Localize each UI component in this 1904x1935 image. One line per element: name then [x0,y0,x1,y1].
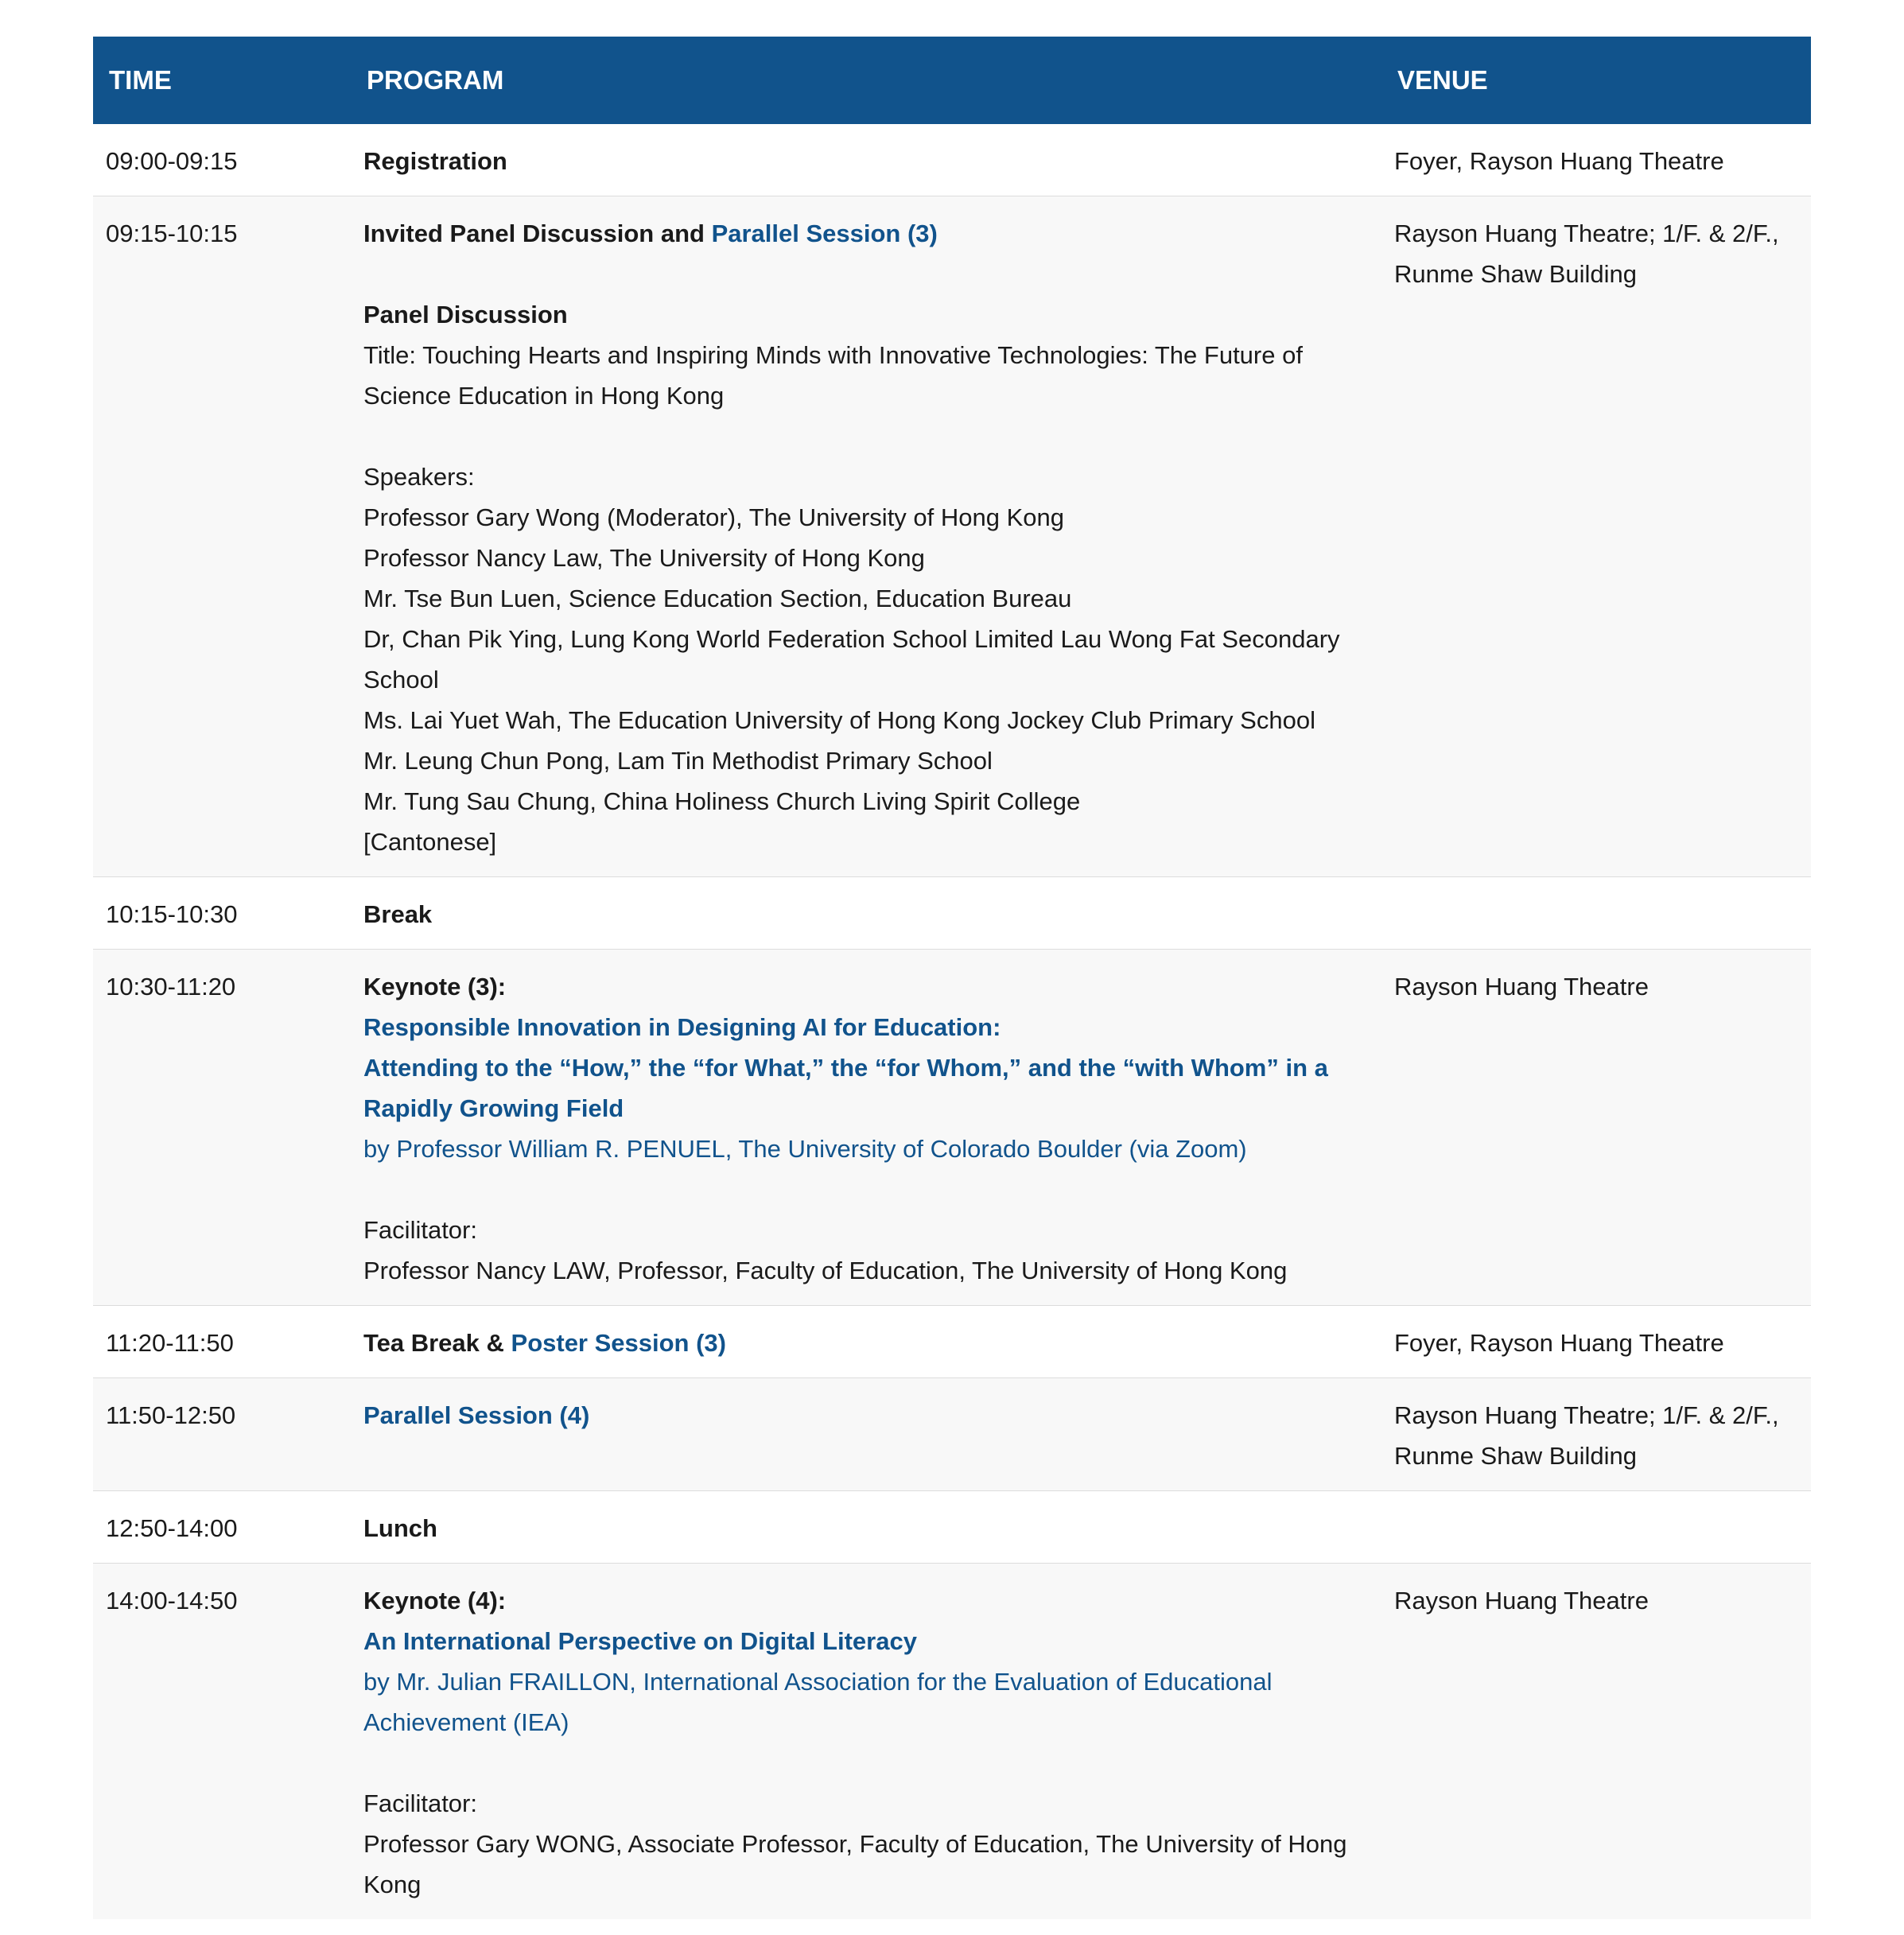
row-program [351,1306,1381,1378]
program-title: Lunch [363,1514,437,1542]
keynote-heading: Keynote (3): [363,973,507,1001]
row-venue: Rayson Huang Theatre; 1/F. & 2/F., Runme Shaw Building [1381,1378,1811,1491]
row-time: 14:00-14:50 [93,1564,351,1920]
facilitator-name: Professor Gary WONG, Associate Professor, Faculty of Education, The University of Hong Kong [363,1830,1347,1898]
panel-heading: Panel Discussion [363,301,568,328]
table-row [93,1491,1811,1564]
keynote-3-title-link[interactable]: Responsible Innovation in Designing AI for Education: [363,1013,1001,1041]
table-row [93,877,1811,950]
row-program [351,877,1381,950]
table-row [93,1306,1811,1378]
parallel-session-4-link[interactable]: Parallel Session (4) [363,1401,590,1429]
keynote-4-speaker-link[interactable]: by Mr. Julian FRAILLON, International Association for the Evaluation of Educational Achievement (IEA) [363,1668,1273,1736]
table-row [93,1378,1811,1491]
header-program: PROGRAM [351,37,1381,124]
header-time: TIME [93,37,351,124]
speaker-item: Professor Nancy Law, The University of Hong Kong [363,544,925,572]
header-venue: VENUE [1381,37,1811,124]
row-venue: Rayson Huang Theatre; 1/F. & 2/F., Runme Shaw Building [1381,196,1811,877]
language-note: [Cantonese] [363,828,497,856]
row-program [351,1564,1381,1920]
keynote-heading: Keynote (4): [363,1587,507,1614]
row-venue: Foyer, Rayson Huang Theatre [1381,124,1811,196]
keynote-4-title-link[interactable]: An International Perspective on Digital Literacy [363,1627,917,1655]
row-time: 09:15-10:15 [93,196,351,877]
row-time: 09:00-09:15 [93,124,351,196]
speaker-item: Professor Gary Wong (Moderator), The University of Hong Kong [363,503,1065,531]
table-header-row [93,37,1811,124]
facilitator-name: Professor Nancy LAW, Professor, Faculty of Education, The University of Hong Kong [363,1257,1288,1284]
keynote-3-subtitle-link[interactable]: Attending to the “How,” the “for What,” the “for Whom,” and the “with Whom” in a Rapidly Growing Field [363,1054,1328,1122]
speaker-item: Mr. Tung Sau Chung, China Holiness Church Living Spirit College [363,787,1081,815]
row-time: 10:15-10:30 [93,877,351,950]
poster-session-3-link[interactable]: Poster Session (3) [511,1329,726,1357]
schedule [93,37,1811,1919]
program-title: Invited Panel Discussion and [363,220,712,247]
table-row [93,950,1811,1306]
facilitator-label: Facilitator: [363,1789,477,1817]
row-venue: Foyer, Rayson Huang Theatre [1381,1306,1811,1378]
row-time: 10:30-11:20 [93,950,351,1306]
row-time: 11:50-12:50 [93,1378,351,1491]
parallel-session-3-link[interactable]: Parallel Session (3) [711,220,938,247]
panel-title: Title: Touching Hearts and Inspiring Minds with Innovative Technologies: The Future of Science Education in Hong Kong [363,341,1303,410]
program-title: Break [363,900,433,928]
table-row [93,196,1811,877]
row-venue [1381,877,1811,950]
program-title: Tea Break & [363,1329,511,1357]
row-program [351,196,1381,877]
row-venue [1381,1491,1811,1564]
row-program [351,124,1381,196]
row-program [351,1491,1381,1564]
row-time: 11:20-11:50 [93,1306,351,1378]
table-row [93,124,1811,196]
program-title: Registration [363,147,507,175]
row-venue: Rayson Huang Theatre [1381,950,1811,1306]
speaker-item: Dr, Chan Pik Ying, Lung Kong World Federation School Limited Lau Wong Fat Secondary School [363,625,1340,694]
row-program [351,1378,1381,1491]
speaker-item: Mr. Leung Chun Pong, Lam Tin Methodist Primary School [363,747,993,775]
speaker-item: Ms. Lai Yuet Wah, The Education University of Hong Kong Jockey Club Primary School [363,706,1315,734]
schedule-table [93,37,1811,1919]
row-time: 12:50-14:00 [93,1491,351,1564]
speakers-label: Speakers: [363,463,475,491]
facilitator-label: Facilitator: [363,1216,477,1244]
table-row [93,1564,1811,1920]
keynote-3-speaker-link[interactable]: by Professor William R. PENUEL, The University of Colorado Boulder (via Zoom) [363,1135,1247,1163]
row-program [351,950,1381,1306]
row-venue: Rayson Huang Theatre [1381,1564,1811,1920]
speaker-item: Mr. Tse Bun Luen, Science Education Section, Education Bureau [363,585,1072,612]
